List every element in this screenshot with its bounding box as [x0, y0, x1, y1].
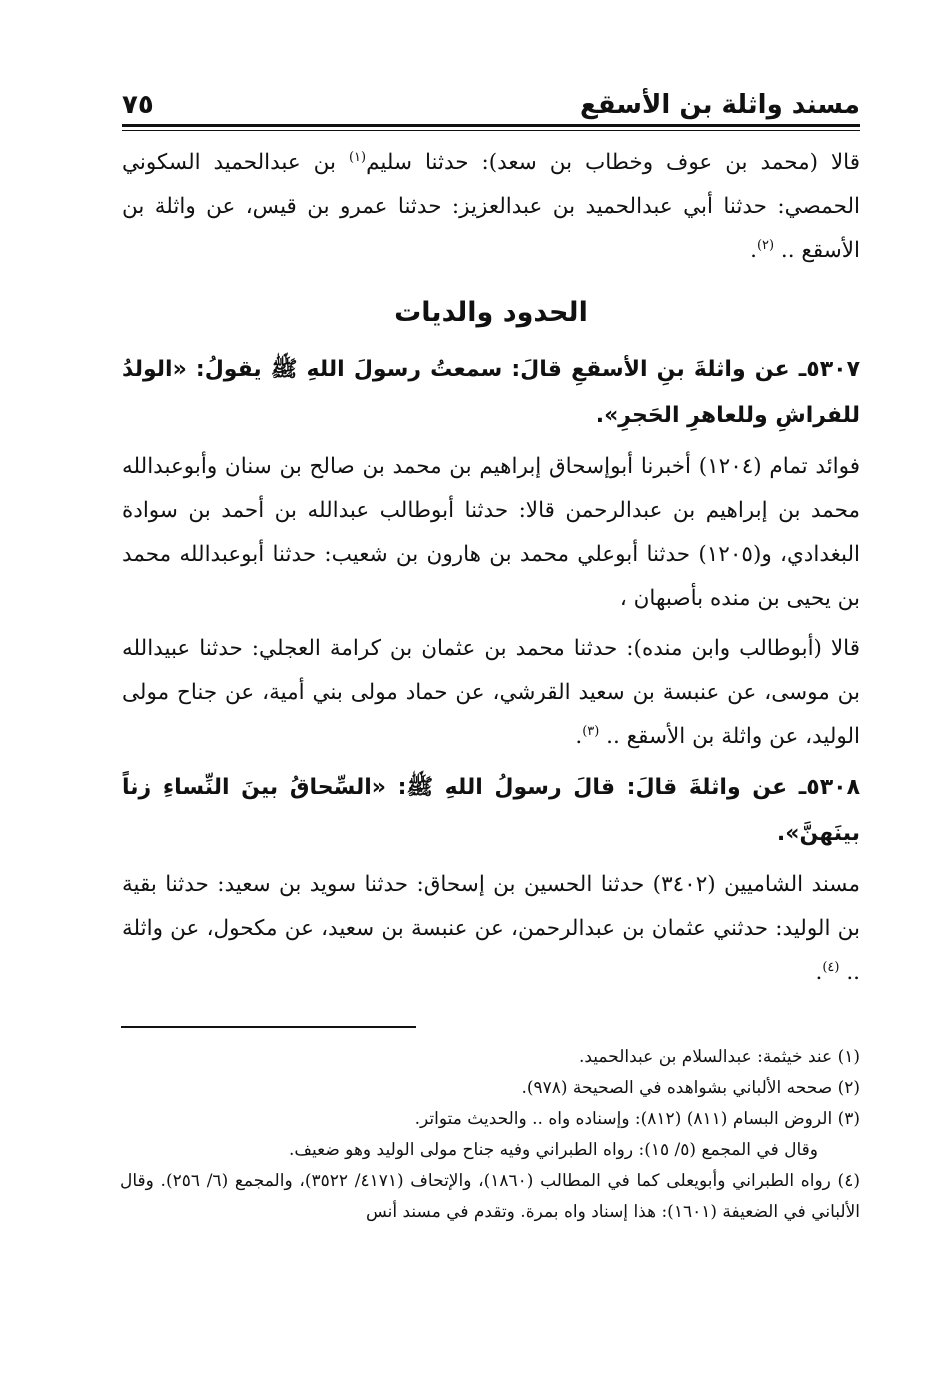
footnote-ref-1: (١): [348, 149, 367, 165]
footnote-ref-2: (٢): [756, 237, 775, 253]
footnote-3: (٣) الروض البسام (٨١١) (٨١٢): وإسناده واه .. والحديث متواتر.: [414, 1109, 860, 1129]
book-page: [122, 78, 860, 995]
footnote-4: (٤) رواه الطبراني وأبويعلى كما في المطالب (١٨٦٠)، والإتحاف (٤١٧١/ ٣٥٢٢)، والمجمع (٦/ ٢٥٦). وقال الألباني في الضعيفة (١٦٠١): هذا إسناد واه بمرة. وتقدم في مسند أنس: [120, 1171, 860, 1222]
footnote-2: (٢) صححه الألباني بشواهده في الصحيحة (٩٧٨).: [521, 1078, 860, 1098]
page-header: [122, 78, 860, 122]
footnote-ref-3: (٣): [582, 723, 600, 739]
footnote-1: (١) عند خيثمة: عبدالسلام بن عبدالحميد.: [578, 1047, 860, 1067]
section-heading: الحدود والديات: [394, 297, 588, 328]
source-5307-b: قالا (أبوطالب وابن منده): حدثنا محمد بن عثمان بن كرامة العجلي: حدثنا عبيدالله بن موسى، عن عنبسة بن سعيد القرشي، عن حماد مولى بني أمية، عن جناح مولى الوليد، عن واثلة بن الأسقع .. $^{(٣)}$.: [122, 636, 860, 749]
page-number: ٧٥: [122, 90, 154, 120]
footnotes: [120, 1042, 860, 1228]
hadith-5307: ٥٣٠٧ـ عن واثلةَ بنِ الأسقعِ قالَ: سمعتُ رسولَ اللهِ ﷺ يقولُ: «الولدُ للفراشِ وللعاهرِ الحَجرِ».: [122, 357, 860, 428]
footnote-ref-4: (٤): [822, 959, 840, 975]
running-title: مسند واثلة بن الأسقع: [579, 90, 860, 120]
hadith-5308: ٥٣٠٨ـ عن واثلةَ قالَ: قالَ رسولُ اللهِ ﷺ: «السِّحاقُ بينَ النِّساءِ زناً بينَهنَّ».: [122, 775, 860, 846]
paragraph-chain-1: قالا (محمد بن عوف وخطاب بن سعد): حدثنا سليم$^{(١)}$ بن عبدالحميد السكوني الحمصي: حدثنا أبي عبدالحميد بن عبدالعزيز: حدثنا عمرو بن قيس، عن واثلة بن الأسقع .. $^{(٢)}$.: [122, 149, 860, 263]
footnote-separator: [121, 1026, 416, 1028]
source-5307-a: فوائد تمام (١٢٠٤) أخبرنا أبوإسحاق إبراهيم بن محمد بن صالح بن سنان وأبوعبدالله محمد بن إبراهيم بن عبدالرحمن قالا: حدثنا أبوطالب عبدالله بن أحمد بن سوادة البغدادي، و(١٢٠٥) حدثنا أبوعلي محمد بن هارون بن شعيب: حدثنا أبوعبدالله محمد بن يحيى بن منده بأصبهان ،: [122, 454, 860, 611]
header-rule-thin: [122, 130, 860, 131]
header-rule-thick: [122, 124, 860, 127]
source-5308: مسند الشاميين (٣٤٠٢) حدثنا الحسين بن إسحاق: حدثنا سويد بن سعيد: حدثنا بقية بن الوليد: حدثني عثمان بن عبدالرحمن، عن عنبسة بن سعيد، عن مكحول، عن واثلة .. $^{(٤)}$.: [122, 872, 860, 985]
footnote-3-continued: وقال في المجمع (٥/ ١٥): رواه الطبراني وفيه جناح مولى الوليد وهو ضعيف.: [288, 1140, 818, 1160]
